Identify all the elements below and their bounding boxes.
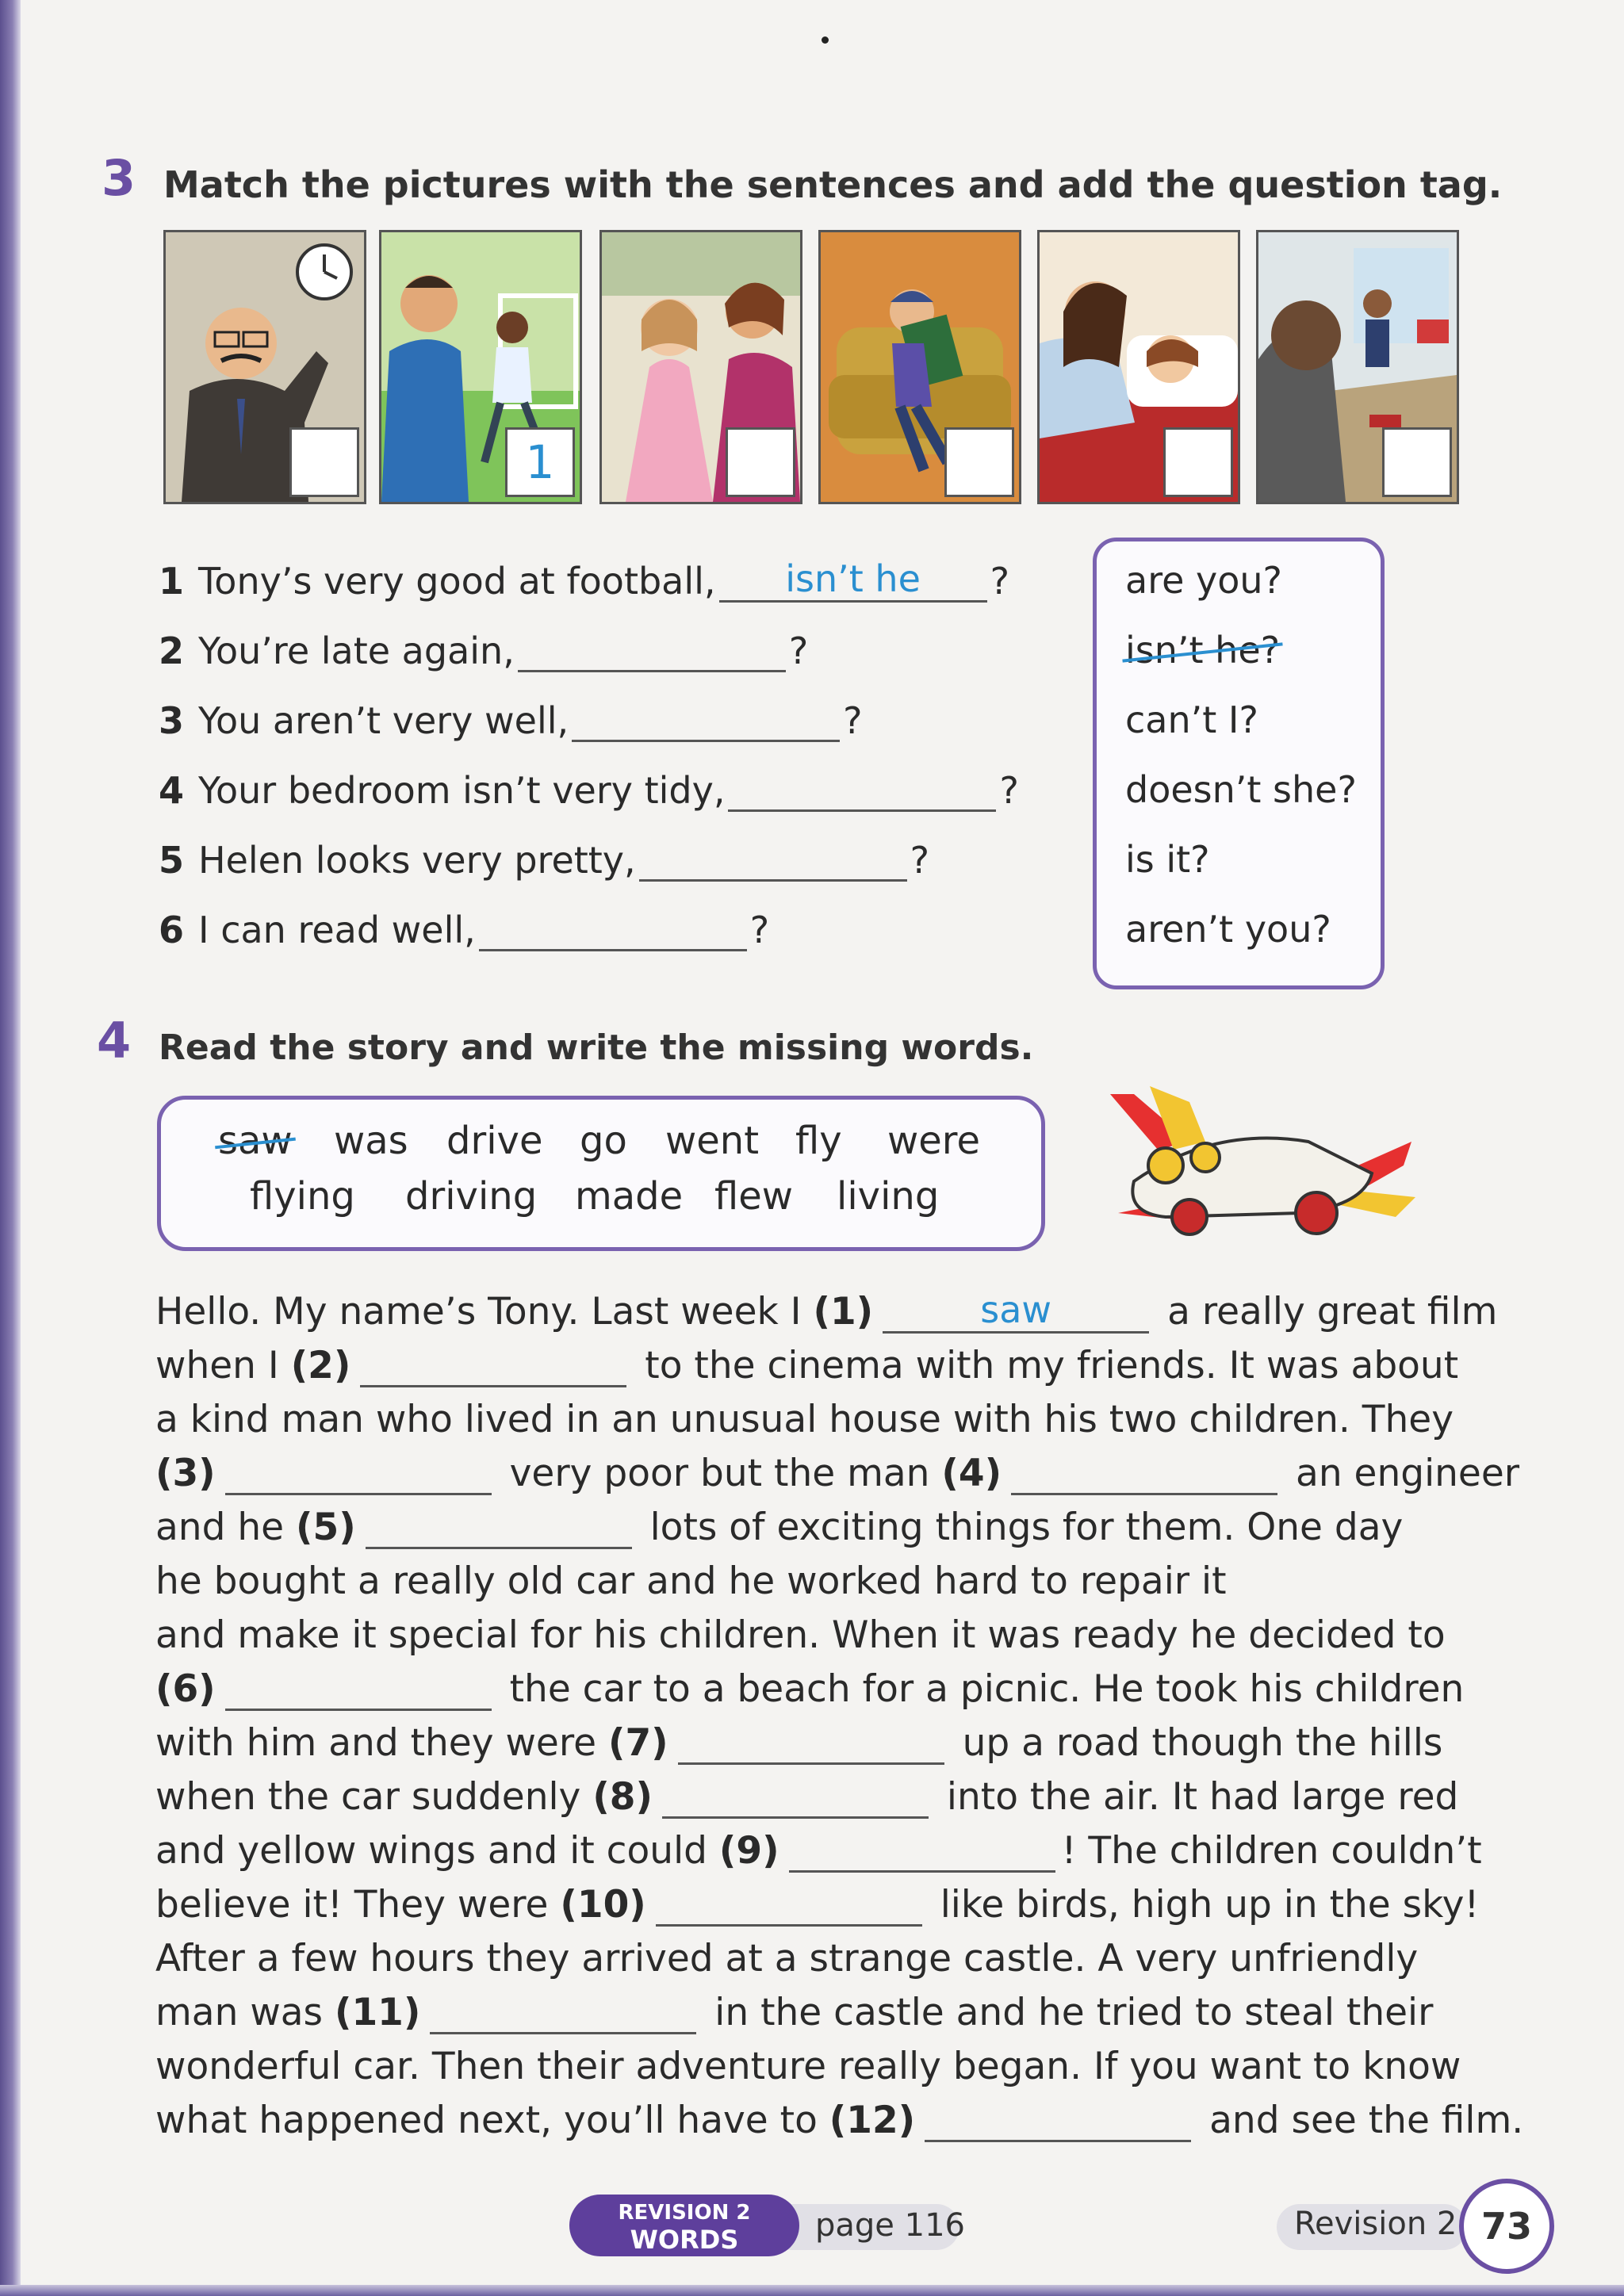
story-line: with him and they were (7) up a road though the hills (155, 1721, 1443, 1765)
gap-number: (2) (290, 1344, 351, 1387)
tag-option-used: isn’t he? (1125, 629, 1281, 672)
sentence-4: 4 Your bedroom isn’t very tidy, ? (159, 764, 1019, 812)
sentence-3: 3 You aren’t very well, ? (159, 695, 863, 742)
answer-blank-3[interactable] (572, 697, 840, 742)
sentence-2: 2 You’re late again, ? (159, 625, 808, 672)
page-reference: page 116 (815, 2207, 965, 2244)
picture-sick-child (1037, 230, 1240, 504)
gap-number: (3) (155, 1452, 216, 1495)
sentence-5: 5 Helen looks very pretty, ? (159, 834, 929, 882)
story-answer-blank[interactable] (662, 1774, 929, 1819)
word-bank-item: living (837, 1174, 940, 1219)
section-label: Revision 2 (1294, 2206, 1457, 2242)
word-bank-item-used: saw (218, 1119, 293, 1163)
tag-option: doesn’t she? (1125, 768, 1357, 811)
word-bank (157, 1096, 1045, 1251)
gap-number: (12) (829, 2099, 916, 2142)
sentence-6: 6 I can read well, ? (159, 904, 769, 951)
picture-answer-box[interactable] (944, 427, 1014, 497)
exercise-3-number: 3 (102, 149, 136, 207)
question-tag-box (1093, 538, 1385, 989)
story-line: he bought a really old car and he worked hard to repair it (155, 1559, 1227, 1603)
story-answer-blank[interactable] (360, 1342, 626, 1387)
story-line: and make it special for his children. When it was ready he decided to (155, 1613, 1446, 1657)
gap-number: (9) (718, 1829, 779, 1873)
word-bank-item: drive (446, 1119, 543, 1163)
exercise-3-title: Match the pictures with the sentences and add the question tag. (163, 163, 1503, 206)
word-bank-item: made (575, 1174, 684, 1219)
answer-blank-5[interactable] (639, 836, 907, 882)
picture-teacher (163, 230, 366, 504)
story-line: and yellow wings and it could (9) ! The children couldn’t (155, 1829, 1482, 1873)
picture-messy-room (1256, 230, 1459, 504)
gap-number: (7) (607, 1721, 668, 1765)
gap-number: (5) (296, 1506, 356, 1549)
revision-words-badge[interactable]: REVISION 2 WORDS (569, 2195, 799, 2256)
picture-dress (599, 230, 802, 504)
page-mark (822, 36, 829, 44)
word-bank-item: flying (250, 1174, 355, 1219)
story-answer-blank[interactable] (366, 1504, 632, 1549)
story-line: Hello. My name’s Tony. Last week I (1) saw a really great film (155, 1288, 1498, 1334)
exercise-4-number: 4 (97, 1012, 132, 1070)
story-answer-blank[interactable] (430, 1989, 696, 2034)
story-answer-blank[interactable] (678, 1720, 944, 1765)
word-bank-item: go (580, 1119, 627, 1163)
picture-answer-box[interactable] (726, 427, 795, 497)
tag-option: is it? (1125, 838, 1210, 881)
word-bank-item: driving (405, 1174, 538, 1219)
story-line: a kind man who lived in an unusual house with his two children. They (155, 1398, 1454, 1441)
page-edge (0, 0, 21, 2296)
picture-answer-box[interactable] (1382, 427, 1452, 497)
picture-football (379, 230, 582, 504)
story-answer-blank[interactable] (225, 1666, 492, 1711)
gap-number: (10) (560, 1883, 646, 1927)
page-edge-bottom (0, 2285, 1624, 2296)
picture-reading (818, 230, 1021, 504)
story-answer-blank[interactable] (925, 2097, 1191, 2142)
word-bank-item: were (887, 1119, 980, 1163)
story-answer-blank[interactable] (789, 1827, 1055, 1873)
picture-answer-box[interactable] (289, 427, 359, 497)
flying-car-illustration (1102, 1078, 1419, 1261)
picture-answer-box[interactable] (1163, 427, 1233, 497)
answer-blank-4[interactable] (728, 767, 996, 812)
story-answer-blank[interactable] (656, 1881, 922, 1927)
story-answer-blank[interactable]: saw (883, 1288, 1149, 1334)
answer-blank-1[interactable]: isn’t he (719, 557, 987, 603)
gap-number: (11) (334, 1991, 421, 2034)
story-answer-blank[interactable] (1011, 1450, 1277, 1495)
picture-answer-box[interactable]: 1 (505, 427, 575, 497)
answer-blank-6[interactable] (479, 906, 747, 951)
sentence-1: 1 Tony’s very good at football, isn’t he ? (159, 557, 1009, 603)
page-number: 73 (1459, 2179, 1554, 2274)
word-bank-item: went (665, 1119, 760, 1163)
story-line: believe it! They were (10) like birds, high up in the sky! (155, 1883, 1480, 1927)
story-answer-blank[interactable] (225, 1450, 492, 1495)
tag-option: are you? (1125, 559, 1282, 602)
story-line: when the car suddenly (8) into the air. It had large red (155, 1775, 1459, 1819)
tag-option: aren’t you? (1125, 908, 1331, 951)
story-line: what happened next, you’ll have to (12) and see the film. (155, 2099, 1524, 2142)
story-line: man was (11) in the castle and he tried to steal their (155, 1991, 1434, 2034)
story-line: and he (5) lots of exciting things for them. One day (155, 1506, 1404, 1549)
story-line: wonderful car. Then their adventure really began. If you want to know (155, 2045, 1461, 2088)
tag-option: can’t I? (1125, 698, 1258, 741)
gap-number: (8) (592, 1775, 653, 1819)
word-bank-item: was (334, 1119, 408, 1163)
story-line: (3) very poor but the man (4) an engineer (155, 1452, 1520, 1495)
gap-number: (1) (813, 1290, 874, 1334)
answer-blank-2[interactable] (518, 627, 786, 672)
story-line: After a few hours they arrived at a strange castle. A very unfriendly (155, 1937, 1419, 1980)
gap-number: (4) (941, 1452, 1002, 1495)
story-line: when I (2) to the cinema with my friends. It was about (155, 1344, 1459, 1387)
gap-number: (6) (155, 1667, 216, 1711)
word-bank-item: flew (714, 1174, 794, 1219)
story-line: (6) the car to a beach for a picnic. He took his children (155, 1667, 1465, 1711)
exercise-4-title: Read the story and write the missing words. (159, 1027, 1034, 1068)
word-bank-item: fly (795, 1119, 842, 1163)
